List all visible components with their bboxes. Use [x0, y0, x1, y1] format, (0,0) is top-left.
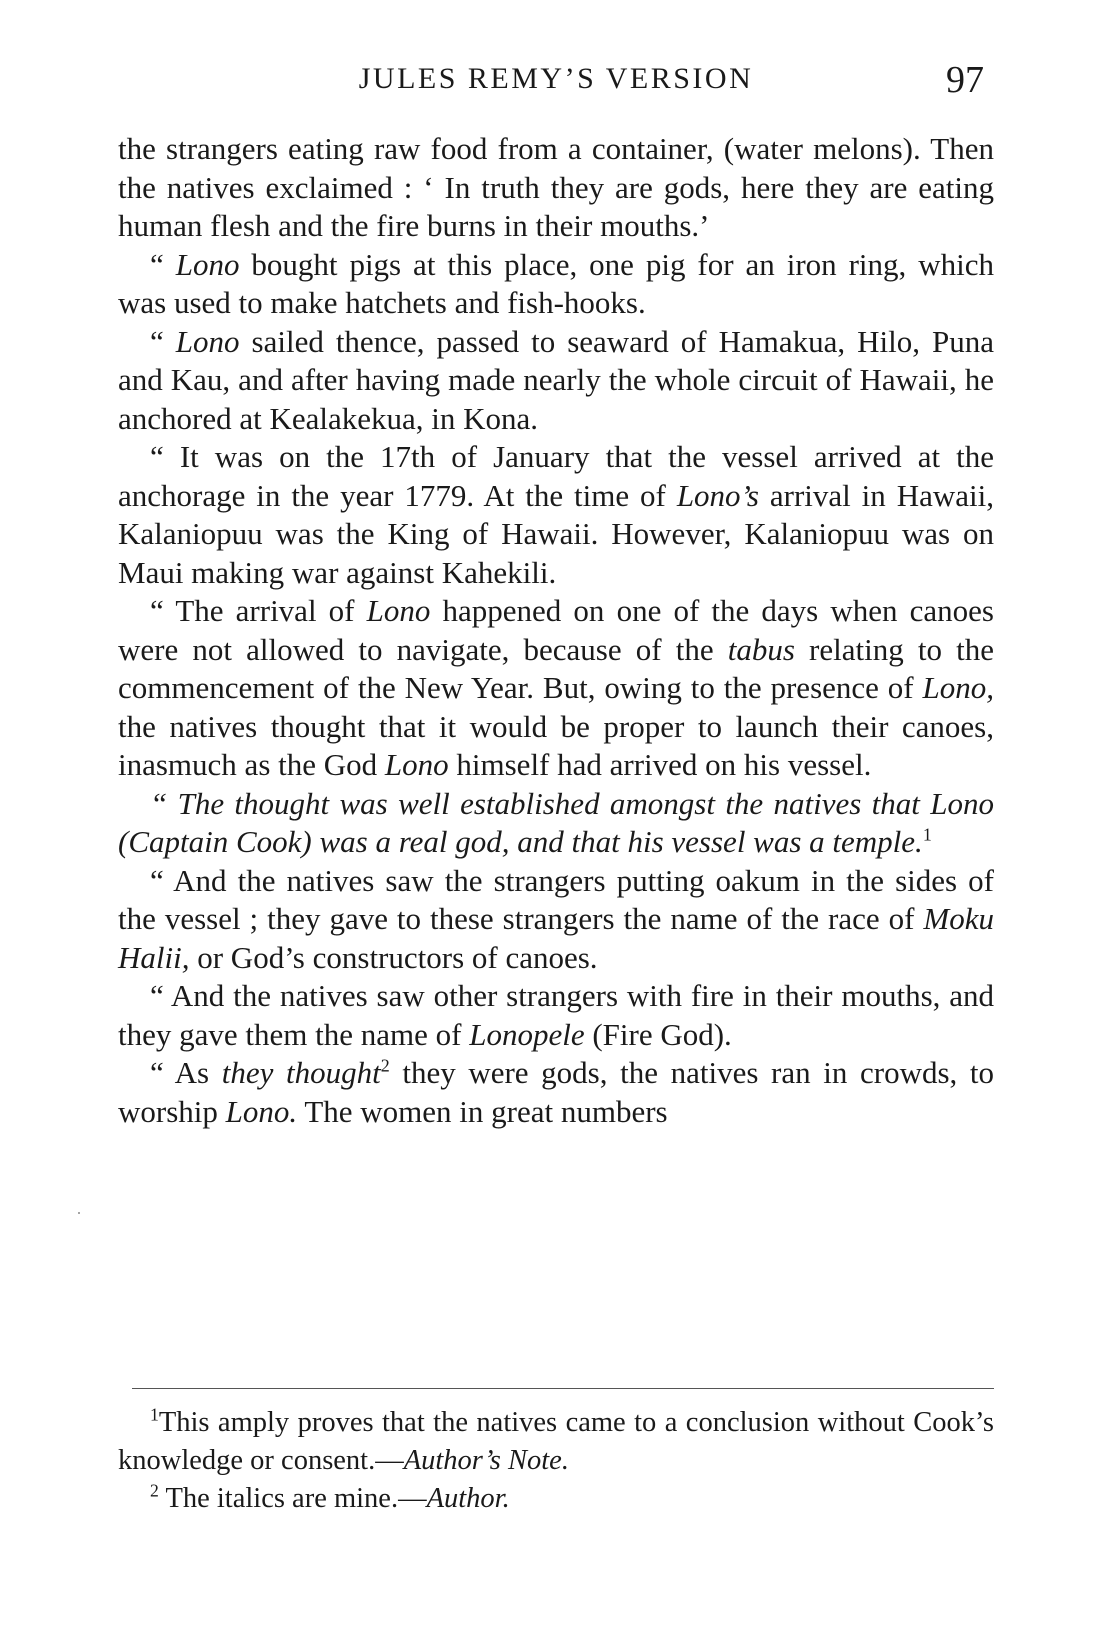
paragraph-4-text-a: “ It was on the 17th of January that the vessel arrived at the anchorage in the year 1779. At the time of: [118, 439, 994, 513]
paragraph-5: [118, 592, 994, 785]
footnote-ref-1: 1: [922, 824, 932, 845]
footnote-2: [118, 1480, 994, 1518]
footnote-divider: [132, 1388, 994, 1389]
paragraph-8: [118, 977, 994, 1054]
footnote-1: [118, 1404, 994, 1480]
paragraph-5-text-e: himself had arrived on his vessel.: [448, 747, 872, 782]
body-text: [118, 130, 994, 1131]
italic-lono: Lono: [175, 246, 240, 282]
footnote-1-text: This amply proves that the natives came to a conclusion without Cook’s knowledge or consent.—: [118, 1407, 994, 1476]
paragraph-2-text: bought pigs at this place, one pig for an iron ring, which was used to make hatchets and fish-hooks.: [118, 246, 994, 320]
quote-mark: “: [150, 323, 176, 359]
paragraph-5-text-a: “ The arrival of: [150, 593, 367, 628]
italic-lono: Lono.: [225, 1093, 298, 1129]
paragraph-2: [118, 246, 994, 323]
italic-tabus: tabus: [727, 631, 795, 667]
footnotes: [118, 1404, 994, 1518]
quote-mark: “: [150, 246, 176, 282]
paragraph-9-text-b: they were gods, the natives ran in crowds, to worship: [118, 1055, 995, 1129]
paragraph-5-text-b: happened on one of the days when canoes were not allowed to navigate, because of the: [118, 593, 994, 667]
paragraph-7-text-a: “ And the natives saw the strangers putting oakum in the sides of the vessel ; they gave to these strangers the name of the race of: [118, 862, 994, 936]
italic-lono: Lono,: [922, 670, 994, 705]
paragraph-8-text-b: (Fire God).: [584, 1016, 732, 1052]
italic-lonos: Lono’s: [676, 477, 759, 513]
italic-they-thought: they thought: [221, 1055, 381, 1090]
page-header: [118, 59, 994, 108]
paragraph-7: [118, 862, 994, 978]
paragraph-6-italic: [118, 785, 994, 862]
running-head: JULES REMY’S VERSION: [358, 62, 754, 95]
italic-lono: Lono: [384, 747, 449, 782]
paragraph-5-text-c: relating to the commencement of the New Year. But, owing to the presence of: [118, 631, 994, 705]
italic-lono: Lono: [175, 323, 240, 359]
italic-lonopele: Lonopele: [469, 1016, 585, 1052]
footnote-2-text: The italics are mine.—: [158, 1483, 427, 1514]
footnote-ref-2: 2: [380, 1055, 390, 1076]
italic-lono: Lono: [366, 593, 431, 628]
paragraph-8-text-a: “ And the natives saw other strangers with fire in their mouths, and they gave them the name of: [118, 978, 994, 1052]
paragraph-3-text: sailed thence, passed to seaward of Hamakua, Hilo, Puna and Kau, and after having made nearly the whole circuit of Hawaii, he anchored at Kealakekua, in Kona.: [118, 323, 994, 436]
paragraph-9: [118, 1054, 994, 1131]
scan-speck: [78, 1212, 80, 1214]
paragraph-9-text-c: The women in great numbers: [297, 1093, 668, 1129]
paragraph-7-text-b: or God’s constructors of canoes.: [189, 939, 598, 975]
paragraph-3: [118, 323, 994, 439]
paragraph-6-text: “ The thought was well established amongst the natives that Lono (Captain Cook) was a real god, and that his vessel was a temple.: [118, 785, 994, 859]
paragraph-9-text-a: “ As: [150, 1055, 222, 1090]
footnote-1-attribution: Author’s Note.: [403, 1445, 569, 1476]
page-number: 97: [946, 59, 984, 101]
footnote-marker-2: 2: [150, 1480, 159, 1501]
footnote-marker-1: 1: [150, 1404, 159, 1425]
footnote-2-attribution: Author.: [426, 1483, 510, 1514]
paragraph-1: the strangers eating raw food from a container, (water melons). Then the natives exclaimed : ‘ In truth they are gods, here they are eating human flesh and the fire burns in their mouths.’: [118, 131, 994, 243]
italic-moku-halii: Moku Halii,: [118, 901, 994, 975]
paragraph-5-text-d: the natives thought that it would be proper to launch their canoes, inasmuch as the God: [118, 708, 994, 782]
paragraph-4: [118, 438, 994, 592]
paragraph-4-text-b: arrival in Hawaii, Kalaniopuu was the King of Hawaii. However, Kalaniopuu was on Maui making war against Kahekili.: [118, 477, 994, 590]
